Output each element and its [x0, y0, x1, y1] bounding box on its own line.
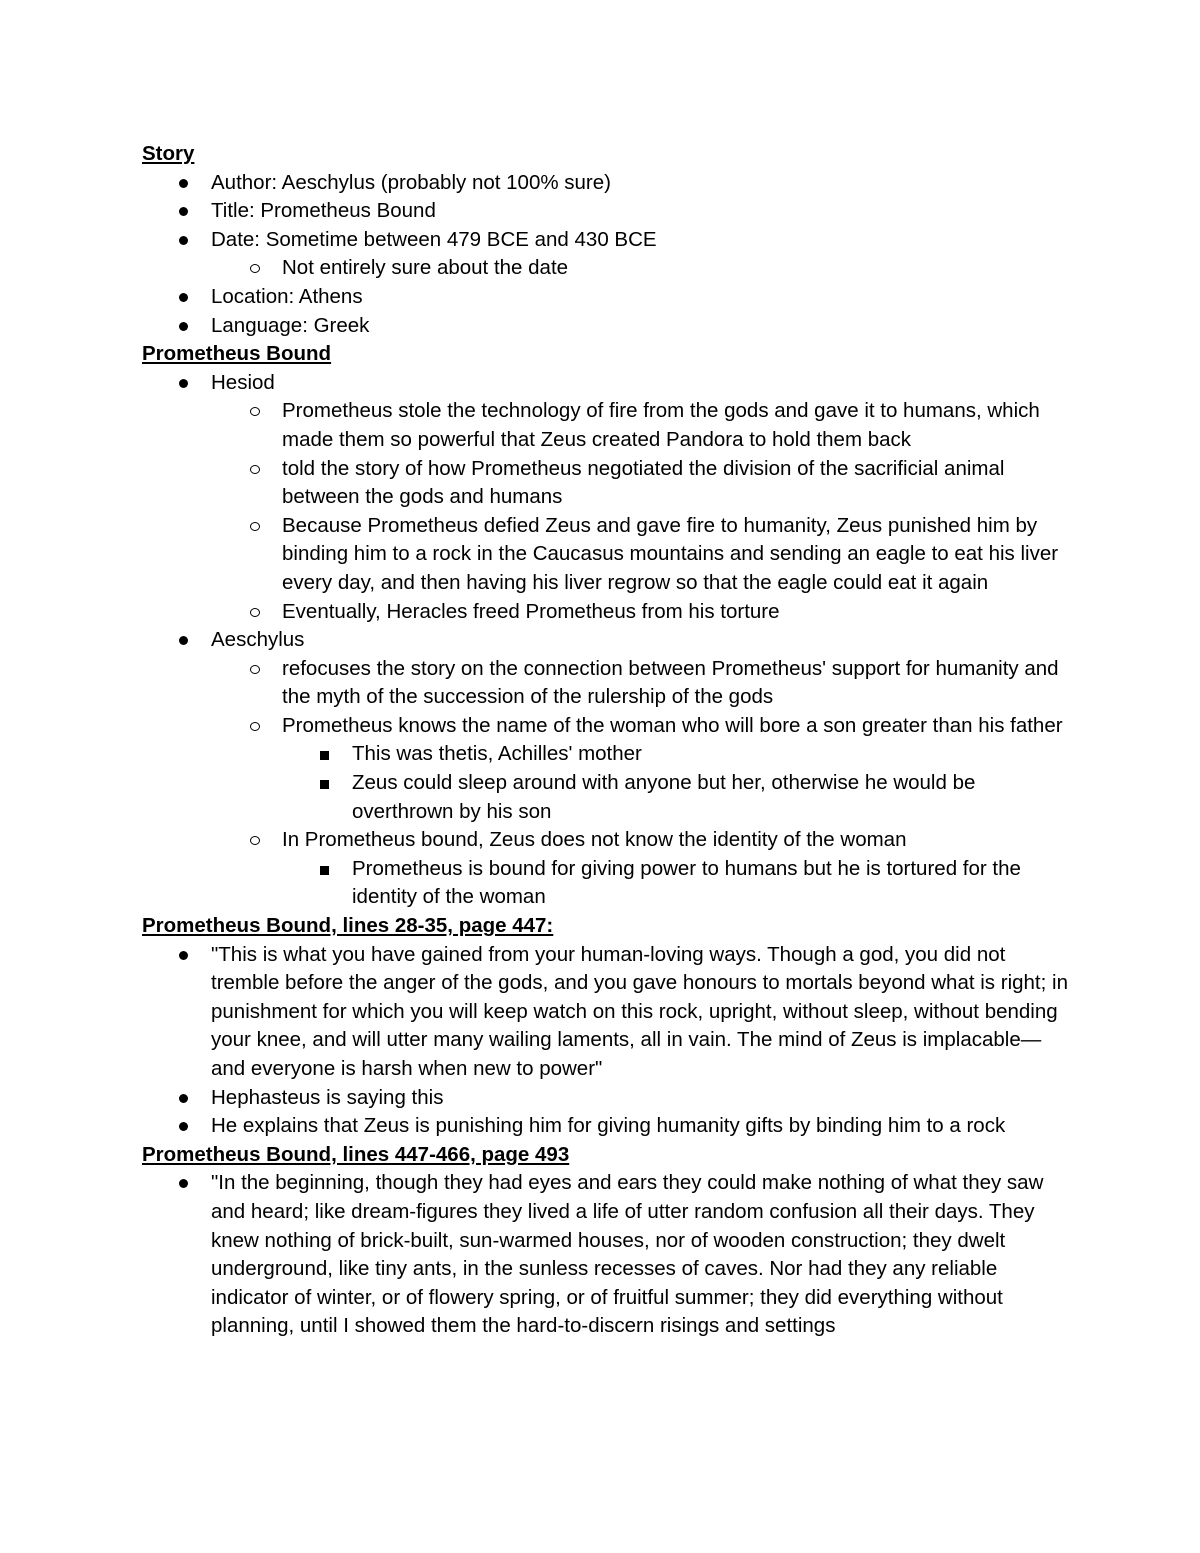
bullet-disc-icon [179, 179, 188, 188]
list-item: told the story of how Prometheus negotiated the division of the sacrificial animal between the gods and humans [142, 455, 1072, 512]
list-item: Title: Prometheus Bound [142, 197, 1072, 226]
bullet-disc-icon [179, 951, 188, 960]
list-item: refocuses the story on the connection between Prometheus' support for humanity and the myth of the succession of the rulership of the gods [142, 655, 1072, 712]
bullet-circle-icon [250, 722, 260, 731]
list-item: Not entirely sure about the date [142, 254, 1072, 283]
list-item: Because Prometheus defied Zeus and gave fire to humanity, Zeus punished him by binding him to a rock in the Caucasus mountains and sending an eagle to eat his liver every day, and then having his liver regrow so that the eagle could eat it again [142, 512, 1072, 598]
bullet-square-icon [320, 780, 329, 789]
list-item: "In the beginning, though they had eyes and ears they could make nothing of what they saw and heard; like dream-figures they lived a life of utter random confusion all their days. They knew nothing of brick-built, sun-warmed houses, nor of wooden construction; they dwelt underground, like tiny ants, in the sunless recesses of caves. Nor had they any reliable indicator of winter, or of flowery spring, or of fruitful summer; they did everything without planning, until I showed them the hard-to-discern risings and settings [142, 1169, 1072, 1341]
bullet-disc-icon [179, 1179, 188, 1188]
list-item: This was thetis, Achilles' mother [142, 740, 1072, 769]
list-item: Language: Greek [142, 312, 1072, 341]
list-item: Hephasteus is saying this [142, 1084, 1072, 1113]
list-item: Hesiod [142, 369, 1072, 398]
bullet-circle-icon [250, 608, 260, 617]
bullet-circle-icon [250, 836, 260, 845]
section-heading-lines-447-466: Prometheus Bound, lines 447-466, page 493 [142, 1142, 570, 1166]
bullet-disc-icon [179, 1094, 188, 1103]
bullet-circle-icon [250, 465, 260, 474]
bullet-circle-icon [250, 665, 260, 674]
list-item: Author: Aeschylus (probably not 100% sure) [142, 169, 1072, 198]
bullet-circle-icon [250, 264, 260, 273]
section-heading-lines-28-35: Prometheus Bound, lines 28-35, page 447: [142, 914, 554, 938]
section-heading-story: Story [142, 142, 195, 165]
list-item: Eventually, Heracles freed Prometheus from his torture [142, 598, 1072, 627]
list-item: Prometheus stole the technology of fire from the gods and gave it to humans, which made them so powerful that Zeus created Pandora to hold them back [142, 397, 1072, 454]
bullet-disc-icon [179, 207, 188, 216]
bullet-disc-icon [179, 322, 188, 331]
list-item: Zeus could sleep around with anyone but her, otherwise he would be overthrown by his son [142, 769, 1072, 826]
list-item: Location: Athens [142, 283, 1072, 312]
bullet-disc-icon [179, 379, 188, 388]
document-page [142, 140, 1072, 1341]
list-item: In Prometheus bound, Zeus does not know the identity of the woman [142, 826, 1072, 855]
bullet-disc-icon [179, 236, 188, 245]
bullet-disc-icon [179, 1122, 188, 1131]
bullet-disc-icon [179, 636, 188, 645]
list-item: He explains that Zeus is punishing him for giving humanity gifts by binding him to a rock [142, 1112, 1072, 1141]
list-item: Aeschylus [142, 626, 1072, 655]
list-item: Date: Sometime between 479 BCE and 430 BCE [142, 226, 1072, 255]
list-item: "This is what you have gained from your human-loving ways. Though a god, you did not tremble before the anger of the gods, and you gave honours to mortals beyond what is right; in punishment for which you will keep watch on this rock, upright, without sleep, without bending your knee, and will utter many wailing laments, all in vain. The mind of Zeus is implacable—and everyone is harsh when new to power" [142, 941, 1072, 1084]
bullet-disc-icon [179, 293, 188, 302]
bullet-square-icon [320, 866, 329, 875]
list-item: Prometheus is bound for giving power to humans but he is tortured for the identity of the woman [142, 855, 1072, 912]
list-item: Prometheus knows the name of the woman who will bore a son greater than his father [142, 712, 1072, 741]
bullet-circle-icon [250, 407, 260, 416]
bullet-circle-icon [250, 522, 260, 531]
bullet-square-icon [320, 751, 329, 760]
section-heading-prometheus-bound: Prometheus Bound [142, 342, 332, 366]
